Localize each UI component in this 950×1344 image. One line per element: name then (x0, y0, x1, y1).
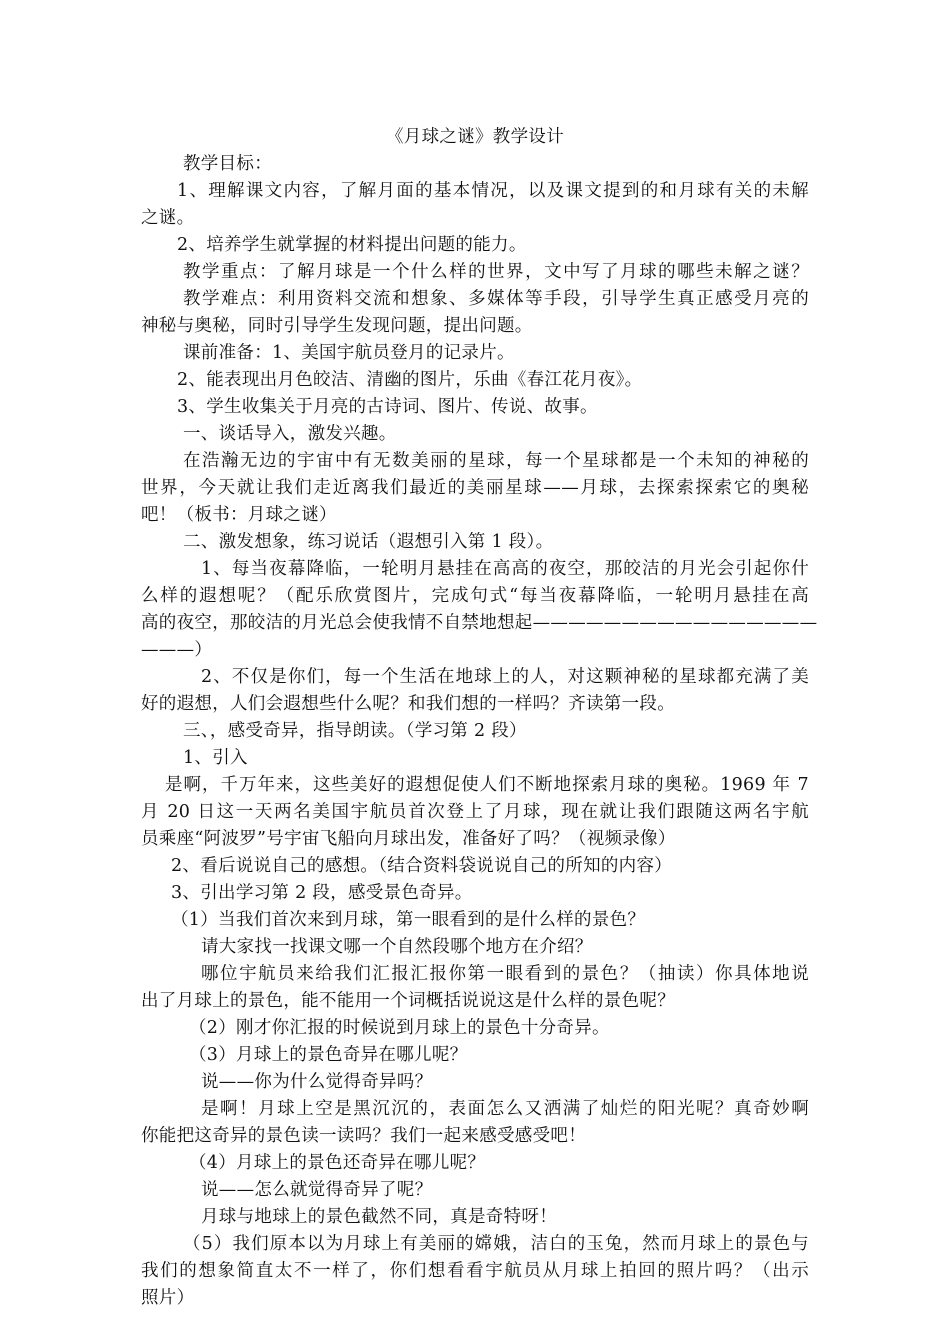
section-heading: 三、，感受奇异，指导朗读。（学习第 2 段） (183, 721, 527, 741)
text-line: 之谜。 (141, 208, 195, 228)
text-line: 教学目标： (183, 154, 272, 174)
text-line: 照片） (141, 1288, 195, 1308)
document-title: 《月球之谜》教学设计 (386, 127, 564, 147)
text-line: 出了月球上的景色，能不能用一个词概括说说这是什么样的景色呢？ (141, 991, 675, 1011)
text-line: 3、学生收集关于月亮的古诗词、图片、传说、故事。 (177, 397, 598, 417)
text-line: 1、每当夜幕降临，一轮明月悬挂在高高的夜空，那皎洁的月光会引起你什 (201, 559, 809, 579)
text-line: （2）刚才你汇报的时候说到月球上的景色十分奇异。 (189, 1018, 610, 1038)
text-line: 我们的想象简直太不一样了，你们想看看宇航员从月球上拍回的照片吗？（出示 (141, 1261, 809, 1281)
text-line: 世界，今天就让我们走近离我们最近的美丽星球——月球，去探索探索它的奥秘 (141, 478, 809, 498)
text-line: （4）月球上的景色还奇异在哪儿呢？ (189, 1153, 486, 1173)
text-line: 你能把这奇异的景色读一读吗？我们一起来感受感受吧！ (141, 1126, 586, 1146)
text-line: 说——你为什么觉得奇异吗？ (201, 1072, 433, 1092)
text-line: 好的遐想，人们会遐想些什么呢？和我们想的一样吗？齐读第一段。 (141, 694, 675, 714)
text-line: 是啊，千万年来，这些美好的遐想促使人们不断地探索月球的奥秘。1969 年 7 (165, 775, 809, 795)
text-line: 是啊！月球上空是黑沉沉的，表面怎么又洒满了灿烂的阳光呢？真奇妙啊 (201, 1099, 809, 1119)
text-line: 高的夜空，那皎洁的月光总会使我情不自禁地想起———————————————— (141, 613, 818, 633)
text-line: 员乘座“阿波罗”号宇宙飞船向月球出发，准备好了吗？（视频录像） (141, 829, 676, 849)
text-line: 哪位宇航员来给我们汇报汇报你第一眼看到的景色？（抽读）你具体地说 (201, 964, 809, 984)
text-line: （3）月球上的景色奇异在哪儿呢？ (189, 1045, 468, 1065)
text-line: 2、看后说说自己的感想。（结合资料袋说说自己的所知的内容） (171, 856, 673, 876)
text-line: （1）当我们首次来到月球，第一眼看到的是什么样的景色？ (171, 910, 646, 930)
text-line: 2、不仅是你们，每一个生活在地球上的人，对这颗神秘的星球都充满了美 (201, 667, 809, 687)
section-heading: 一、谈话导入，激发兴趣。 (183, 424, 397, 444)
section-heading: 二、激发想象，练习说话（遐想引入第 1 段）。 (183, 532, 554, 552)
text-line: 2、培养学生就掌握的材料提出问题的能力。 (177, 235, 527, 255)
text-line: 1、引入 (183, 748, 248, 768)
text-line: 3、引出学习第 2 段，感受景色奇异。 (171, 883, 473, 903)
text-line: 课前准备：1、美国宇航员登月的记录片。 (183, 343, 515, 363)
text-line: 月球与地球上的景色截然不同，真是奇特呀！ (201, 1207, 557, 1227)
text-line: 教学难点：利用资料交流和想象、多媒体等手段，引导学生真正感受月亮的 (183, 289, 809, 309)
text-line: 神秘与奥秘，同时引导学生发现问题，提出问题。 (141, 316, 533, 336)
text-line: 在浩瀚无边的宇宙中有无数美丽的星球，每一个星球都是一个未知的神秘的 (183, 451, 809, 471)
text-line: 吧！（板书：月球之谜） (141, 505, 337, 525)
text-line: ———） (141, 640, 213, 660)
document-body (141, 124, 818, 1312)
text-line: 说——怎么就觉得奇异了呢？ (201, 1180, 433, 1200)
text-line: 2、能表现出月色皎洁、清幽的图片，乐曲《春江花月夜》。 (177, 370, 643, 390)
text-line: （5）我们原本以为月球上有美丽的嫦娥，洁白的玉兔，然而月球上的景色与 (183, 1234, 809, 1254)
text-line: 请大家找一找课文哪一个自然段哪个地方在介绍？ (201, 937, 593, 957)
text-line: 1、理解课文内容，了解月面的基本情况，以及课文提到的和月球有关的未解 (177, 181, 809, 201)
text-line: 月 20 日这一天两名美国宇航员首次登上了月球，现在就让我们跟随这两名宇航 (141, 802, 809, 822)
text-line: 么样的遐想呢？（配乐欣赏图片，完成句式“每当夜幕降临，一轮明月悬挂在高 (141, 586, 809, 606)
text-line: 教学重点：了解月球是一个什么样的世界，文中写了月球的哪些未解之谜？ (183, 262, 809, 282)
